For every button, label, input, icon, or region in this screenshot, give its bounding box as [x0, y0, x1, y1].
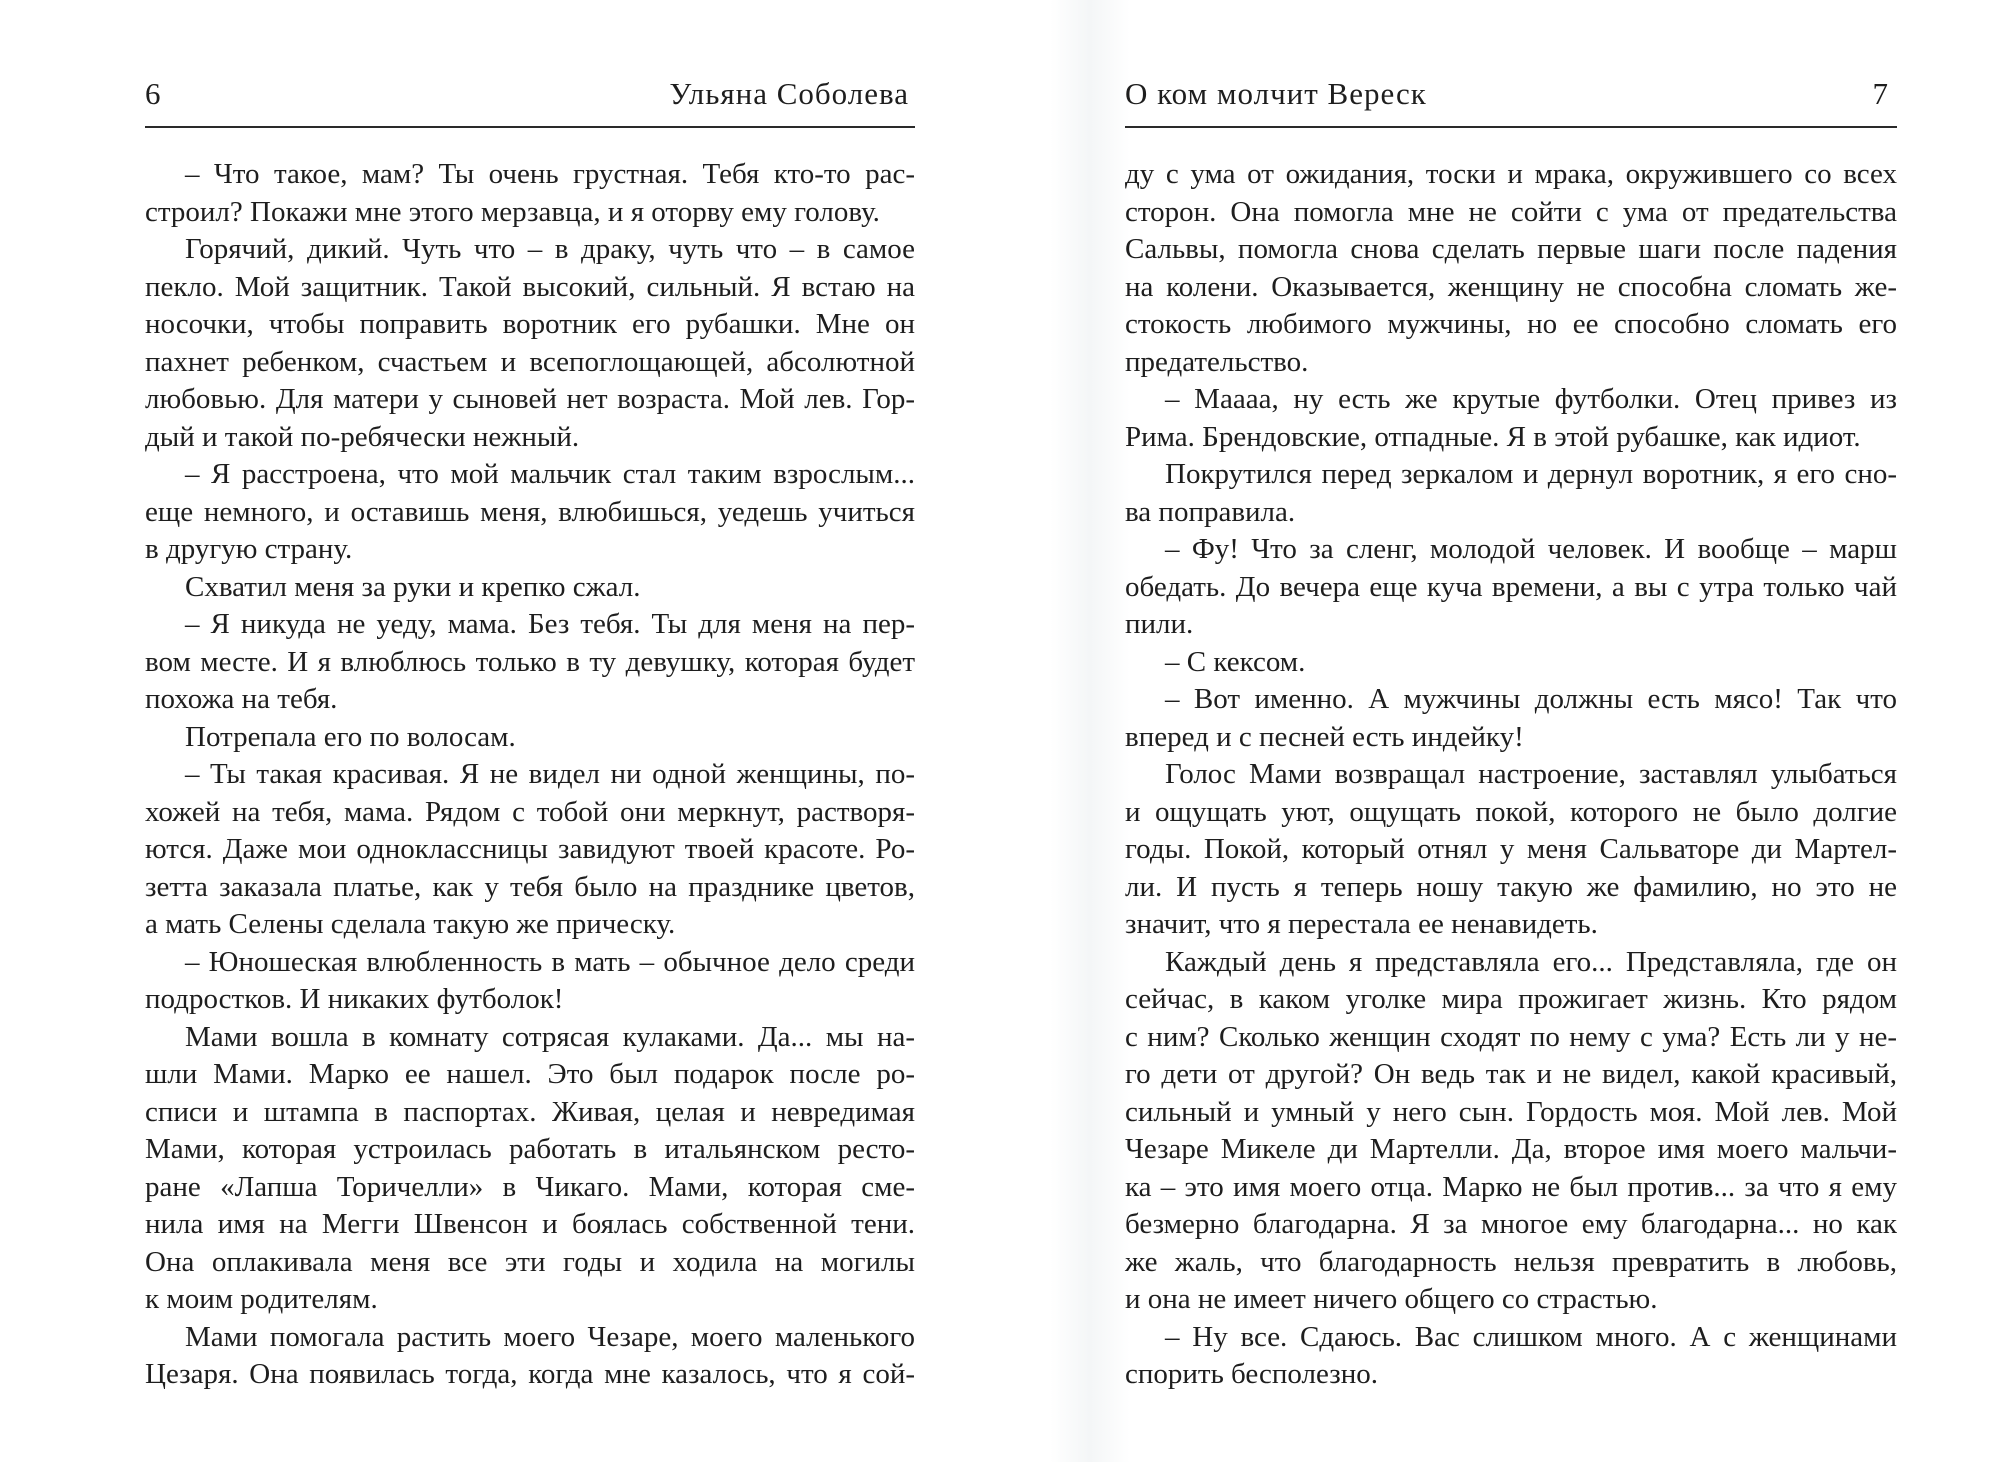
text-line: Каждый день я представляла его... Представляла, где он [1165, 945, 1897, 978]
text-line: ране «Лапша Торичелли» в Чикаго. Мами, которая сме- [145, 1170, 915, 1203]
text-line: го дети от другой? Он ведь так и не видел, какой красивый, [1125, 1058, 1897, 1090]
text-line: – Юношеская влюбленность в мать – обычное дело среди [185, 945, 915, 978]
text-line: стокость любимого мужчины, но ее способно сломать его [1125, 308, 1897, 340]
text-line: Мами вошла в комнату сотрясая кулаками. Да... мы на- [185, 1020, 915, 1053]
text-line: шли Мами. Марко ее нашел. Это был подарок после ро- [145, 1058, 915, 1090]
text-line: ли. И пусть я теперь ношу такую же фамилию, но это не [1125, 870, 1897, 903]
text-line: сторон. Она помогла мне не сойти с ума от предательства [1125, 195, 1897, 228]
text-line: с ним? Сколько женщин сходят по нему с ума? Есть ли у не- [1125, 1020, 1897, 1053]
text-line: в другую страну. [145, 533, 353, 565]
text-line: Мами, которая устроилась работать в итальянском ресто- [145, 1133, 915, 1165]
text-line: ются. Даже мои одноклассницы завидуют твоей красоте. Ро- [145, 833, 915, 865]
text-line: Мами помогала растить моего Чезаре, моего маленького [185, 1320, 915, 1353]
right-running-head [1125, 74, 1897, 126]
text-line: Горячий, дикий. Чуть что – в драку, чуть что – в самое [185, 233, 915, 265]
text-line: ка – это имя моего отца. Марко не был против... за что я ему [1125, 1170, 1897, 1203]
text-line: спорить бесполезно. [1125, 1358, 1378, 1390]
text-line: Цезаря. Она появилась тогда, когда мне казалось, что я сой- [145, 1358, 915, 1390]
right-page-number: 7 [1872, 76, 1889, 111]
text-line: – С кексом. [1165, 645, 1306, 678]
text-line: любовью. Для матери у сыновей нет возраста. Мой лев. Гор- [145, 383, 915, 415]
text-line: вперед и с песней есть индейку! [1125, 720, 1524, 753]
text-line: подростков. И никаких футболок! [145, 983, 564, 1015]
text-line: и ощущать уют, ощущать покой, которого не было долгие [1125, 795, 1897, 828]
text-line: – Фу! Что за сленг, молодой человек. И вообще – марш [1165, 533, 1897, 565]
right-page [1125, 74, 1897, 1394]
text-line: предательство. [1125, 345, 1309, 378]
text-line: а мать Селены сделала такую же прическу. [145, 908, 676, 940]
left-running-head [145, 74, 915, 126]
text-line: ду с ума от ожидания, тоски и мрака, окружившего со всех [1125, 158, 1897, 190]
text-line: еще немного, и оставишь меня, влюбишься, уедешь учиться [145, 495, 915, 528]
text-line: сильный и умный у него сын. Гордость моя. Мой лев. Мой [1125, 1095, 1897, 1128]
text-line: пахнет ребенком, счастьем и всепоглощающей, абсолютной [145, 345, 915, 378]
text-line: пили. [1125, 608, 1194, 640]
text-line: хожей на тебя, мама. Рядом с тобой они меркнут, растворя- [145, 795, 915, 828]
text-line: похожа на тебя. [145, 683, 338, 715]
text-line: Сальвы, помогла снова сделать первые шаги после падения [1125, 233, 1897, 265]
left-body-text [145, 156, 915, 1394]
text-line: Она оплакивала меня все эти годы и ходила на могилы [145, 1245, 915, 1278]
text-line: Рима. Брендовские, отпадные. Я в этой рубашке, как идиот. [1125, 420, 1861, 453]
text-line: к моим родителям. [145, 1283, 378, 1315]
text-line: – Ну все. Сдаюсь. Вас слишком много. А с женщинами [1165, 1320, 1897, 1353]
text-line: безмерно благодарна. Я за многое ему благодарна... но как [1125, 1208, 1897, 1240]
text-line: пекло. Мой защитник. Такой высокий, сильный. Я встаю на [145, 270, 915, 303]
text-line: Потрепала его по волосам. [185, 720, 516, 753]
text-line: значит, что я перестала ее ненавидеть. [1125, 908, 1598, 940]
text-line: – Маааа, ну есть же крутые футболки. Отец привез из [1165, 383, 1897, 415]
right-book-title: О ком молчит Вереск [1125, 76, 1427, 111]
right-header-rule [1125, 126, 1897, 128]
text-line: – Ты такая красивая. Я не видел ни одной женщины, по- [185, 758, 915, 790]
text-line: Голос Мами возвращал настроение, заставлял улыбаться [1165, 758, 1897, 790]
left-header-rule [145, 126, 915, 128]
right-body-text [1125, 156, 1897, 1394]
text-line: вом месте. И я влюблюсь только в ту девушку, которая будет [145, 645, 915, 678]
text-line: Схватил меня за руки и крепко сжал. [185, 570, 641, 603]
left-page [145, 74, 915, 1394]
left-author-name: Ульяна Соболева [669, 76, 909, 111]
text-line: дый и такой по-ребячески нежный. [145, 420, 580, 453]
text-line: – Вот именно. А мужчины должны есть мясо! Так что [1165, 683, 1897, 715]
text-line: и она не имеет ничего общего со страстью. [1125, 1283, 1658, 1315]
text-line: годы. Покой, который отнял у меня Сальваторе ди Мартел- [1125, 833, 1897, 865]
text-line: обедать. До вечера еще куча времени, а вы с утра только чай [1125, 570, 1897, 603]
text-line: – Я никуда не уеду, мама. Без тебя. Ты для меня на пер- [185, 608, 915, 640]
text-line: нила имя на Мегги Швенсон и боялась собственной тени. [145, 1208, 915, 1240]
text-line: Чезаре Микеле ди Мартелли. Да, второе имя моего мальчи- [1125, 1133, 1897, 1165]
text-line: же жаль, что благодарность нельзя превратить в любовь, [1125, 1245, 1897, 1278]
text-line: на колени. Оказывается, женщину не способна сломать же- [1125, 270, 1897, 303]
left-page-number: 6 [145, 76, 162, 111]
text-line: списи и штампа в паспортах. Живая, целая и невредимая [145, 1095, 915, 1128]
text-line: Покрутился перед зеркалом и дернул воротник, я его сно- [1165, 458, 1897, 490]
text-line: носочки, чтобы поправить воротник его рубашки. Мне он [145, 308, 915, 340]
text-line: – Что такое, мам? Ты очень грустная. Тебя кто-то рас- [185, 158, 915, 190]
text-line: ва поправила. [1125, 495, 1296, 528]
text-line: сейчас, в каком уголке мира прожигает жизнь. Кто рядом [1125, 983, 1897, 1015]
text-line: строил? Покажи мне этого мерзавца, и я оторву ему голову. [145, 195, 880, 228]
text-line: – Я расстроена, что мой мальчик стал таким взрослым... [185, 458, 915, 490]
text-line: зетта заказала платье, как у тебя было на празднике цветов, [145, 870, 915, 903]
